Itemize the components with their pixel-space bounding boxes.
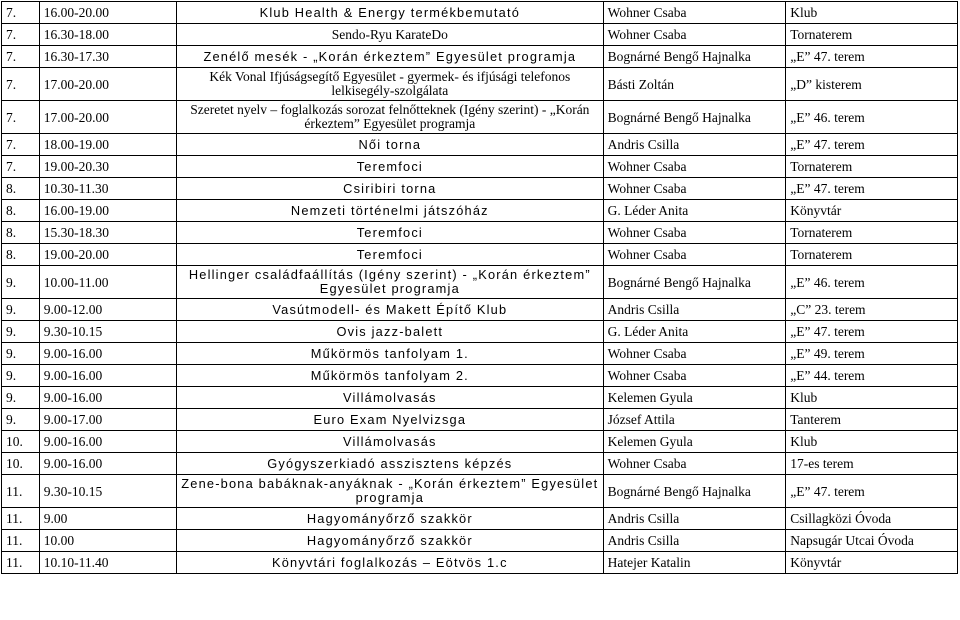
person-cell: Wohner Csaba [603,365,786,387]
table-row [2,134,958,156]
table-row [2,530,958,552]
time-cell: 9.00-16.00 [39,387,176,409]
time-cell: 10.30-11.30 [39,178,176,200]
program-cell: Hagyományőrző szakkör [176,530,603,552]
program-cell: Könyvtári foglalkozás – Eötvös 1.c [176,552,603,574]
program-cell: Műkörmös tanfolyam 1. [176,343,603,365]
table-row [2,68,958,101]
room-cell: „E” 47. terem [786,46,958,68]
day-cell: 10. [2,453,40,475]
room-cell: Tornaterem [786,156,958,178]
person-cell: Hatejer Katalin [603,552,786,574]
program-cell: Hellinger családfaállítás (Igény szerint) - „Korán érkeztem” Egyesület programja [176,266,603,299]
program-cell: Női torna [176,134,603,156]
person-cell: Kelemen Gyula [603,431,786,453]
room-cell: „E” 47. terem [786,178,958,200]
day-cell: 7. [2,2,40,24]
program-cell: Zene-bona babáknak-anyáknak - „Korán érkeztem” Egyesület programja [176,475,603,508]
schedule-table [1,1,958,574]
day-cell: 11. [2,530,40,552]
table-row [2,222,958,244]
person-cell: Wohner Csaba [603,453,786,475]
person-cell: Bognárné Bengő Hajnalka [603,266,786,299]
day-cell: 7. [2,101,40,134]
program-cell: Nemzeti történelmi játszóház [176,200,603,222]
day-cell: 8. [2,178,40,200]
room-cell: „E” 47. terem [786,321,958,343]
time-cell: 9.00-12.00 [39,299,176,321]
time-cell: 10.00 [39,530,176,552]
person-cell: Bognárné Bengő Hajnalka [603,101,786,134]
day-cell: 7. [2,46,40,68]
program-cell: Teremfoci [176,244,603,266]
program-cell: Műkörmös tanfolyam 2. [176,365,603,387]
person-cell: Wohner Csaba [603,156,786,178]
time-cell: 9.00-16.00 [39,365,176,387]
table-row [2,24,958,46]
program-cell: Teremfoci [176,156,603,178]
time-cell: 10.10-11.40 [39,552,176,574]
room-cell: Napsugár Utcai Óvoda [786,530,958,552]
time-cell: 16.00-20.00 [39,2,176,24]
time-cell: 16.30-17.30 [39,46,176,68]
day-cell: 7. [2,68,40,101]
schedule-body [2,2,958,574]
room-cell: „E” 47. terem [786,475,958,508]
program-cell: Hagyományőrző szakkör [176,508,603,530]
program-cell: Ovis jazz-balett [176,321,603,343]
table-row [2,46,958,68]
table-row [2,266,958,299]
room-cell: Csillagközi Óvoda [786,508,958,530]
room-cell: Klub [786,2,958,24]
time-cell: 9.00-16.00 [39,431,176,453]
program-cell: Szeretet nyelv – foglalkozás sorozat felnőtteknek (Igény szerint) - „Korán érkeztem” Egyesület programja [176,101,603,134]
time-cell: 9.00-17.00 [39,409,176,431]
program-cell: Villámolvasás [176,387,603,409]
day-cell: 11. [2,508,40,530]
table-row [2,552,958,574]
table-row [2,178,958,200]
table-row [2,431,958,453]
time-cell: 9.00-16.00 [39,343,176,365]
room-cell: „D” kisterem [786,68,958,101]
day-cell: 10. [2,431,40,453]
time-cell: 16.30-18.00 [39,24,176,46]
room-cell: Tanterem [786,409,958,431]
time-cell: 9.00-16.00 [39,453,176,475]
person-cell: Kelemen Gyula [603,387,786,409]
time-cell: 19.00-20.00 [39,244,176,266]
person-cell: Wohner Csaba [603,178,786,200]
person-cell: Wohner Csaba [603,244,786,266]
room-cell: Klub [786,431,958,453]
day-cell: 8. [2,200,40,222]
program-cell: Csiribiri torna [176,178,603,200]
table-row [2,299,958,321]
program-cell: Zenélő mesék - „Korán érkeztem” Egyesület programja [176,46,603,68]
day-cell: 9. [2,321,40,343]
table-row [2,365,958,387]
room-cell: „E” 46. terem [786,266,958,299]
table-row [2,343,958,365]
day-cell: 9. [2,343,40,365]
day-cell: 8. [2,244,40,266]
program-cell: Euro Exam Nyelvizsga [176,409,603,431]
time-cell: 16.00-19.00 [39,200,176,222]
room-cell: Tornaterem [786,244,958,266]
time-cell: 10.00-11.00 [39,266,176,299]
time-cell: 17.00-20.00 [39,68,176,101]
person-cell: Wohner Csaba [603,343,786,365]
table-row [2,321,958,343]
time-cell: 18.00-19.00 [39,134,176,156]
room-cell: Könyvtár [786,200,958,222]
program-cell: Kék Vonal Ifjúságsegítő Egyesület - gyermek- és ifjúsági telefonos lelkisegély-szolgálata [176,68,603,101]
day-cell: 9. [2,266,40,299]
time-cell: 15.30-18.30 [39,222,176,244]
program-cell: Vasútmodell- és Makett Építő Klub [176,299,603,321]
day-cell: 7. [2,134,40,156]
room-cell: „E” 44. terem [786,365,958,387]
room-cell: Klub [786,387,958,409]
time-cell: 9.30-10.15 [39,475,176,508]
day-cell: 7. [2,24,40,46]
table-row [2,200,958,222]
person-cell: József Attila [603,409,786,431]
program-cell: Gyógyszerkiadó asszisztens képzés [176,453,603,475]
day-cell: 11. [2,475,40,508]
room-cell: Tornaterem [786,222,958,244]
person-cell: G. Léder Anita [603,200,786,222]
day-cell: 11. [2,552,40,574]
table-row [2,244,958,266]
program-cell: Teremfoci [176,222,603,244]
person-cell: Wohner Csaba [603,24,786,46]
room-cell: „C” 23. terem [786,299,958,321]
table-row [2,453,958,475]
person-cell: Andris Csilla [603,508,786,530]
person-cell: Básti Zoltán [603,68,786,101]
person-cell: Bognárné Bengő Hajnalka [603,46,786,68]
room-cell: Tornaterem [786,24,958,46]
day-cell: 7. [2,156,40,178]
room-cell: 17-es terem [786,453,958,475]
time-cell: 9.30-10.15 [39,321,176,343]
table-row [2,475,958,508]
day-cell: 9. [2,299,40,321]
room-cell: „E” 49. terem [786,343,958,365]
person-cell: Andris Csilla [603,530,786,552]
table-row [2,387,958,409]
day-cell: 9. [2,409,40,431]
program-cell: Klub Health & Energy termékbemutató [176,2,603,24]
program-cell: Villámolvasás [176,431,603,453]
room-cell: „E” 47. terem [786,134,958,156]
day-cell: 9. [2,387,40,409]
table-row [2,156,958,178]
person-cell: Andris Csilla [603,299,786,321]
table-row [2,2,958,24]
time-cell: 17.00-20.00 [39,101,176,134]
time-cell: 19.00-20.30 [39,156,176,178]
table-row [2,409,958,431]
time-cell: 9.00 [39,508,176,530]
program-cell: Sendo-Ryu KarateDo [176,24,603,46]
person-cell: Bognárné Bengő Hajnalka [603,475,786,508]
room-cell: Könyvtár [786,552,958,574]
day-cell: 8. [2,222,40,244]
person-cell: Wohner Csaba [603,222,786,244]
day-cell: 9. [2,365,40,387]
person-cell: Wohner Csaba [603,2,786,24]
room-cell: „E” 46. terem [786,101,958,134]
table-row [2,508,958,530]
person-cell: G. Léder Anita [603,321,786,343]
person-cell: Andris Csilla [603,134,786,156]
table-row [2,101,958,134]
